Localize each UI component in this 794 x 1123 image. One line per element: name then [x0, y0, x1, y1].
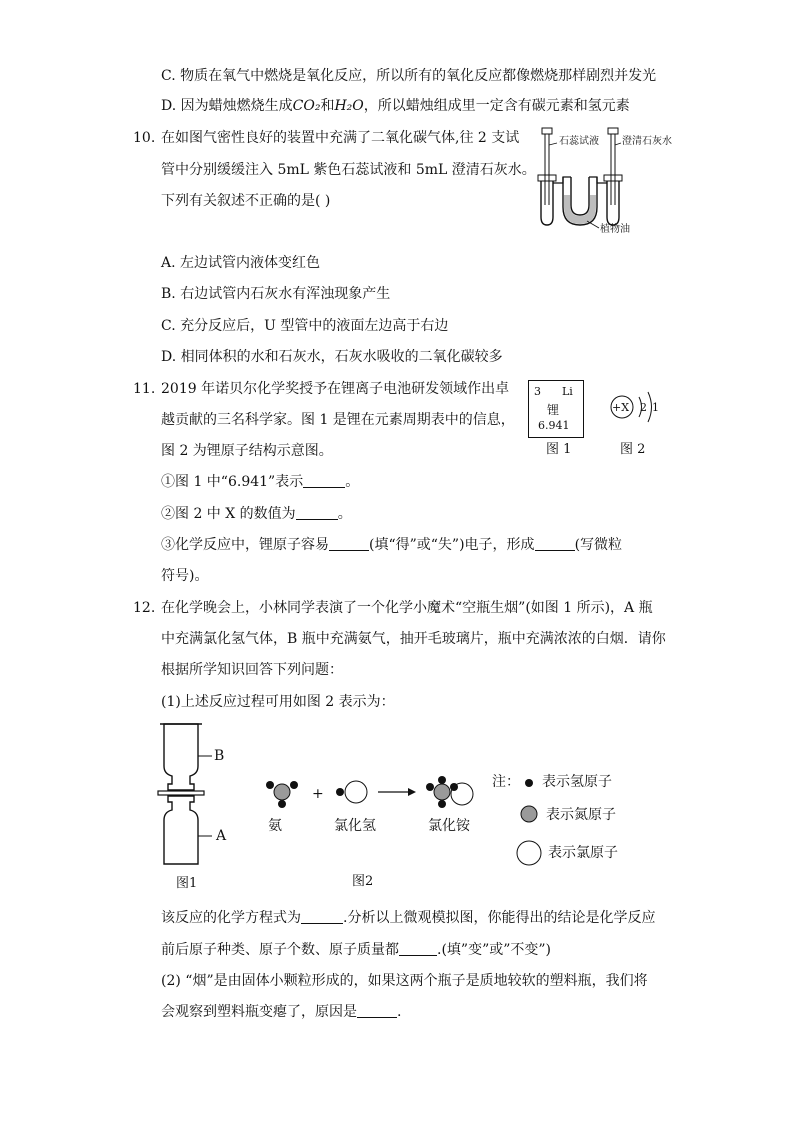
- plus-sign: +: [312, 786, 324, 802]
- bottle-a-label: A: [216, 828, 227, 844]
- element-symbol: Li: [562, 385, 573, 398]
- element-name: 锂: [547, 403, 560, 417]
- q10-option-c: C. 充分反应后，U 型管中的液面左边高于右边: [161, 318, 449, 334]
- q10-option-a: A. 左边试管内液体变红色: [161, 255, 321, 271]
- legend-hydrogen: 表示氢原子: [542, 774, 612, 790]
- q11-fig2-caption: 图 2: [620, 442, 646, 457]
- answer-blank[interactable]: [296, 505, 338, 520]
- q11-sub3-line2: 符号)。: [161, 568, 209, 584]
- atomic-number: 3: [534, 385, 541, 398]
- legend-nitrogen: 表示氮原子: [546, 807, 616, 823]
- answer-blank[interactable]: [329, 536, 369, 551]
- stacked-bottles-figure: [150, 718, 240, 870]
- chlorine-legend-icon: [514, 838, 544, 868]
- q12-number: 12.: [133, 600, 156, 616]
- q11-sub3: ③化学反应中，锂原子容易 (填“得”或“失”)电子，形成 (写微粒: [161, 537, 623, 553]
- q10-stem-line3: 下列有关叙述不正确的是( ): [161, 193, 331, 209]
- legend-title: 注：: [492, 774, 520, 790]
- plant-oil-label: 植物油: [600, 224, 630, 235]
- q12-stem-line1: 在化学晚会上，小林同学表演了一个化学小魔术“空瓶生烟”(如图 1 所示)，A 瓶: [161, 600, 653, 616]
- litmus-label: 石蕊试液: [559, 136, 599, 147]
- atomic-mass: 6.941: [538, 419, 570, 432]
- nucleus-charge: +X: [612, 401, 630, 414]
- answer-blank[interactable]: [399, 941, 437, 956]
- reaction-diagram: [258, 768, 488, 818]
- q12-stem-line3: 根据所学知识回答下列问题：: [161, 662, 343, 678]
- q12-fig1-caption: 图1: [176, 876, 198, 891]
- hydrogen-legend-icon: [522, 776, 536, 790]
- q9-option-c: C. 物质在氧气中燃烧是氧化反应，所以所有的氧化反应都像燃烧那样剧烈并发光: [161, 68, 657, 84]
- q12-equation-line1: 该反应的化学方程式为 .分析以上微观模拟图，你能得出的结论是化学反应: [161, 910, 656, 926]
- shell1-electrons: 2: [640, 401, 647, 414]
- element-card: [528, 380, 584, 438]
- answer-blank[interactable]: [301, 909, 343, 924]
- answer-blank[interactable]: [357, 1003, 397, 1018]
- q11-sub2: ②图 2 中 X 的数值为 。: [161, 506, 352, 522]
- answer-blank[interactable]: [535, 536, 575, 551]
- q12-sub2-line2: 会观察到塑料瓶变瘪了，原因是 .: [161, 1004, 402, 1020]
- q10-option-d: D. 相同体积的水和石灰水，石灰水吸收的二氧化碳较多: [161, 349, 503, 365]
- q11-stem-line1: 2019 年诺贝尔化学奖授予在锂离子电池研发领域作出卓: [161, 381, 510, 397]
- q9-option-d: D. 因为蜡烛燃烧生成CO₂和H₂O，所以蜡烛组成里一定含有碳元素和氢元素: [161, 98, 630, 114]
- q10-option-b: B. 右边试管内石灰水有浑浊现象产生: [161, 286, 391, 302]
- legend-chlorine: 表示氯原子: [548, 845, 618, 861]
- shell2-electrons: 1: [652, 401, 659, 414]
- q11-sub1: ①图 1 中“6.941”表示 。: [161, 474, 360, 490]
- q11-fig1-caption: 图 1: [546, 442, 572, 457]
- co2-formula: CO₂: [292, 98, 321, 114]
- q12-sub1-intro: (1)上述反应过程可用如图 2 表示为：: [161, 694, 395, 710]
- answer-blank[interactable]: [303, 473, 345, 488]
- q10-stem-line2: 管中分别缓缓注入 5mL 紫色石蕊试液和 5mL 澄清石灰水。: [161, 162, 536, 178]
- q12-fig2-caption: 图2: [352, 874, 374, 889]
- nh4cl-label: 氯化铵: [428, 818, 470, 834]
- nitrogen-legend-icon: [518, 803, 540, 825]
- limewater-label: 澄清石灰水: [622, 136, 672, 147]
- q10-number: 10.: [133, 130, 156, 146]
- ammonia-label: 氨: [268, 818, 282, 834]
- q12-sub2-line1: (2) “烟”是由固体小颗粒形成的，如果这两个瓶子是质地较软的塑料瓶，我们将: [161, 973, 648, 989]
- q11-stem-line3: 图 2 为锂原子结构示意图。: [161, 443, 333, 459]
- hcl-label: 氯化氢: [334, 818, 376, 834]
- q11-stem-line2: 越贡献的三名科学家。图 1 是锂在元素周期表中的信息，: [161, 412, 515, 428]
- bottle-b-label: B: [214, 748, 225, 764]
- q11-number: 11.: [133, 381, 156, 397]
- q10-stem-line1: 在如图气密性良好的装置中充满了二氧化碳气体,往 2 支试: [161, 130, 520, 146]
- h2o-formula: H₂O: [334, 98, 364, 114]
- q12-stem-line2: 中充满氯化氢气体，B 瓶中充满氨气，抽开毛玻璃片，瓶中充满浓浓的白烟．请你: [161, 631, 666, 647]
- q12-equation-line2: 前后原子种类、原子个数、原子质量都 .(填”变”或”不变”): [161, 942, 552, 958]
